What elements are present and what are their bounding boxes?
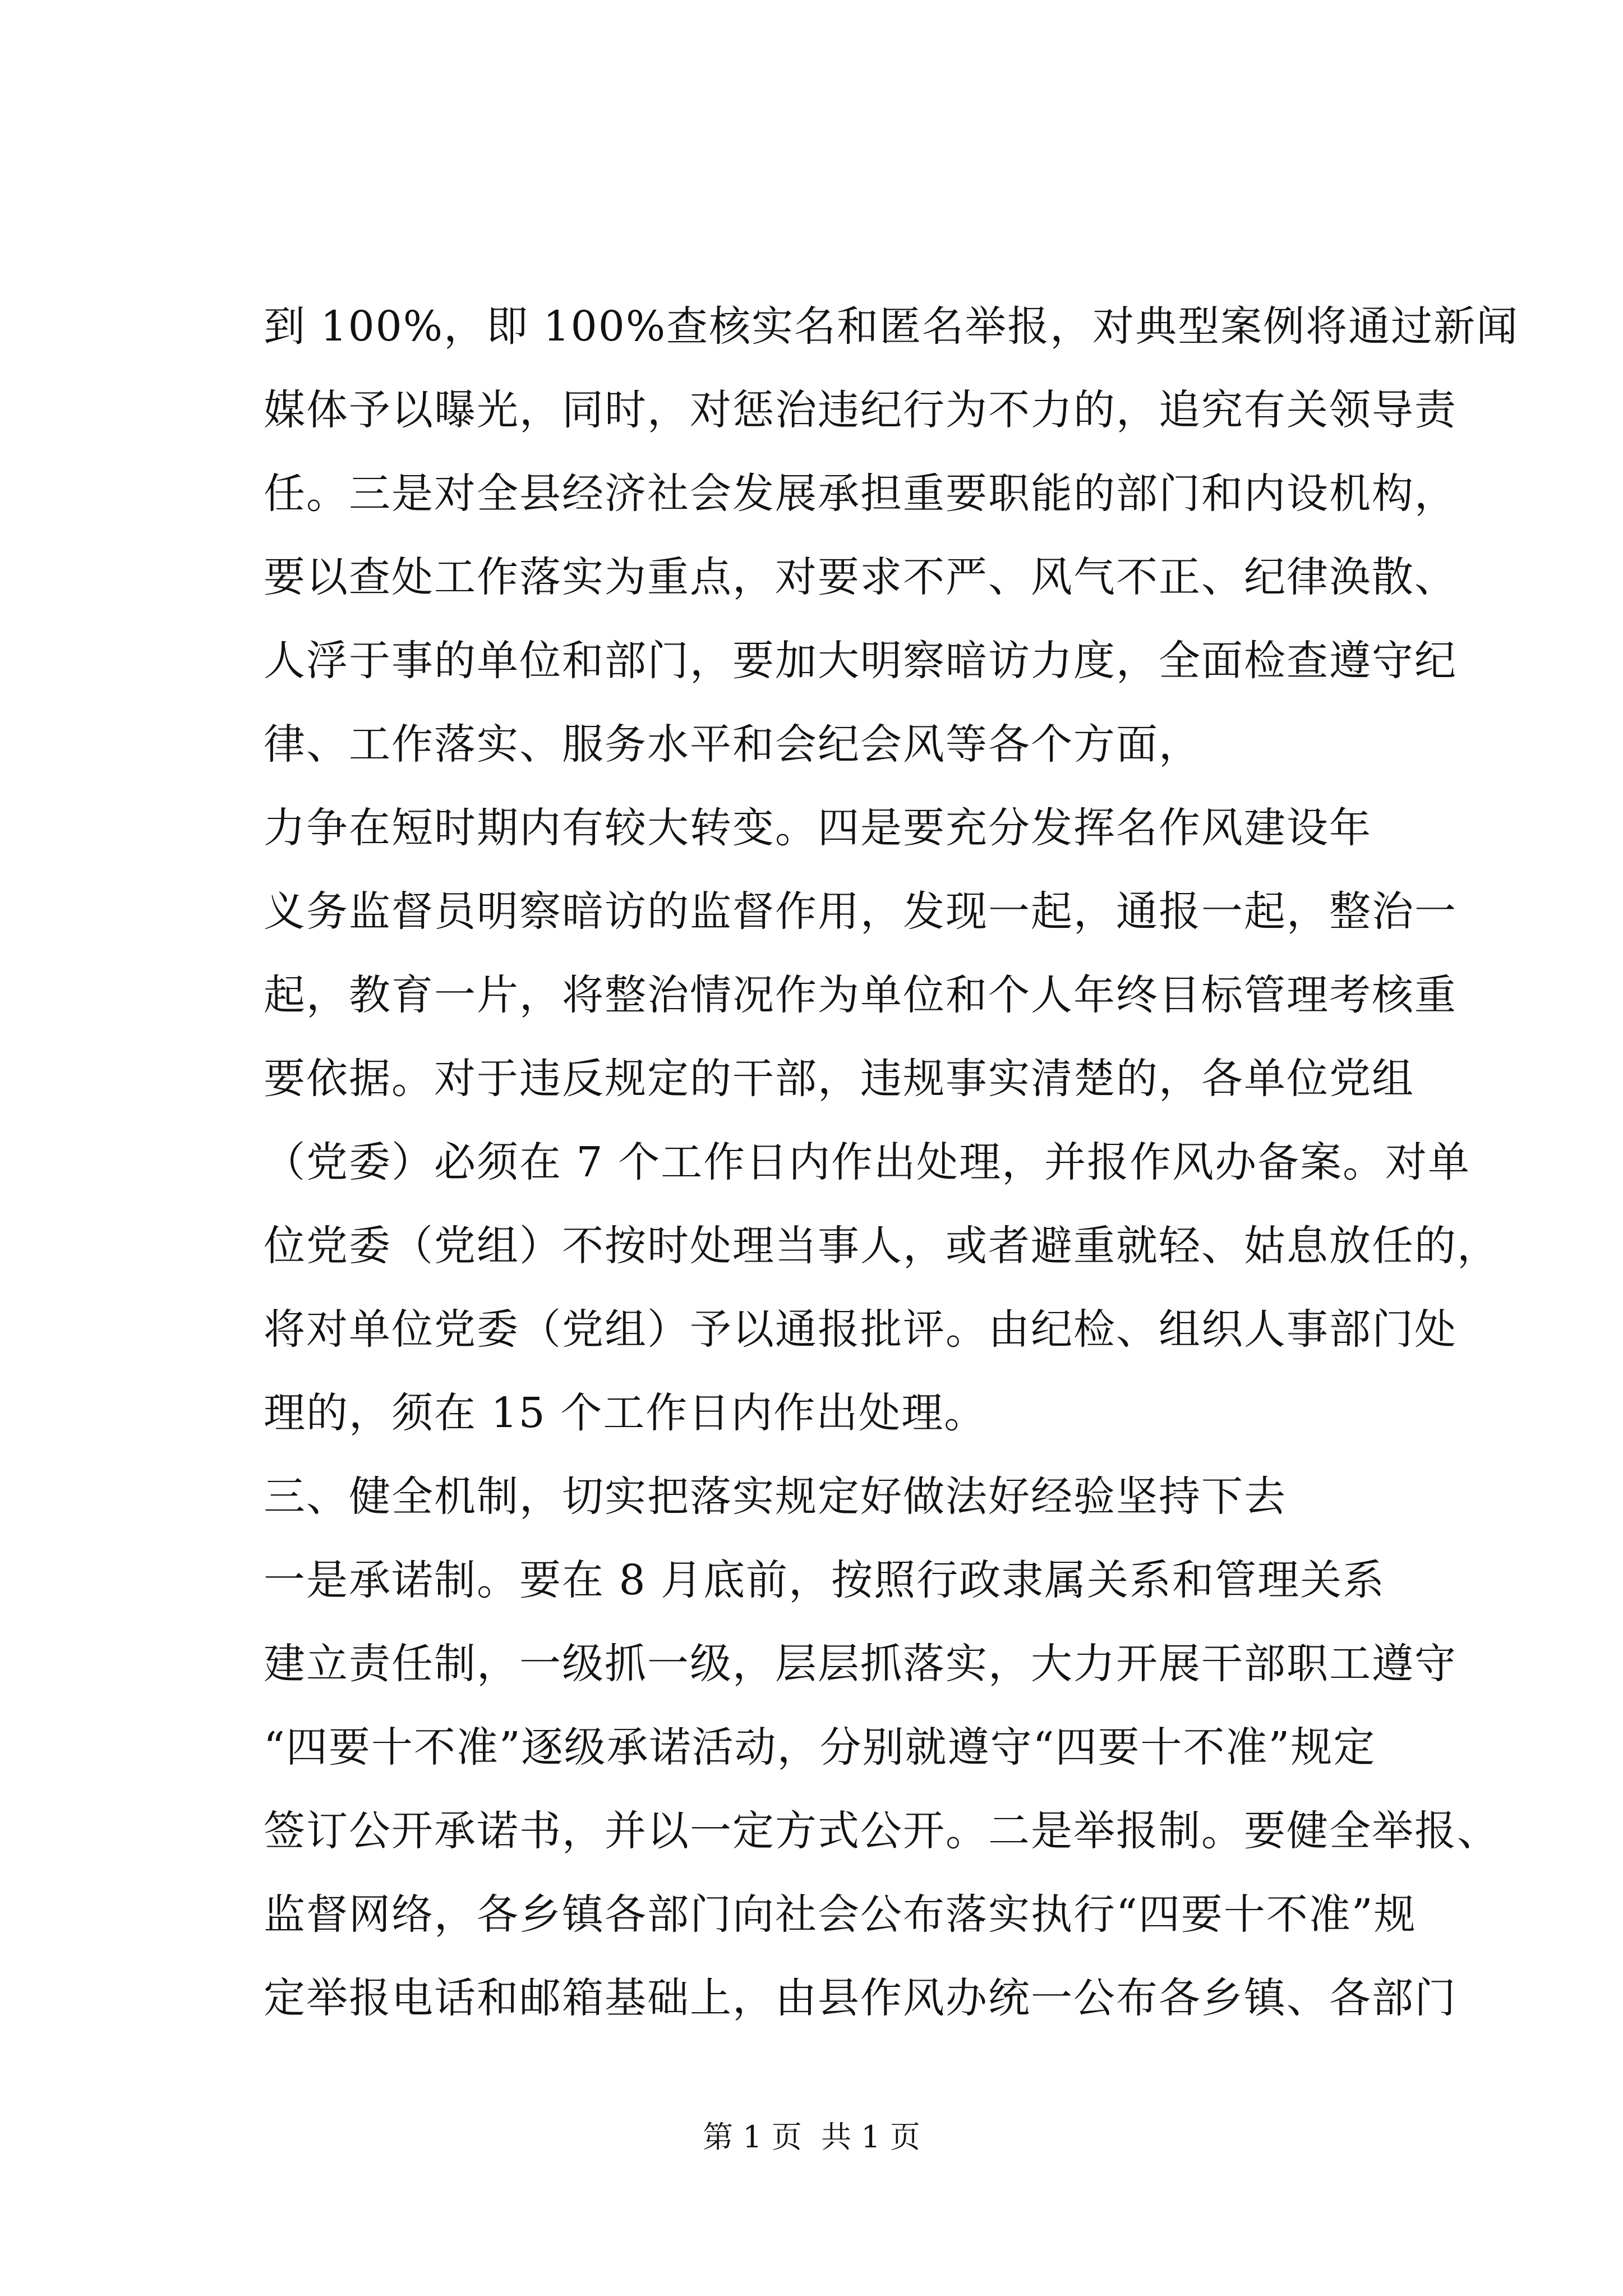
- text-line: 起，教育一片，将整治情况作为单位和个人年终目标管理考核重: [264, 971, 1457, 1019]
- text-line: 要以查处工作落实为重点，对要求不严、风气不正、纪律涣散、: [264, 553, 1457, 601]
- text-line: 到 100%，即 100%查核实名和匿名举报，对典型案例将通过新闻: [264, 302, 1519, 351]
- text-line: 力争在短时期内有较大转变。四是要充分发挥名作风建设年: [264, 804, 1372, 852]
- text-line: 签订公开承诺书，并以一定方式公开。二是举报制。要健全举报、: [264, 1807, 1500, 1855]
- text-line: 媒体予以曝光，同时，对惩治违纪行为不力的，追究有关领导责: [264, 386, 1457, 434]
- text-line: 将对单位党委（党组）予以通报批评。由纪检、组织人事部门处: [264, 1305, 1457, 1354]
- text-line: 定举报电话和邮箱基础上，由县作风办统一公布各乡镇、各部门: [264, 1974, 1457, 2022]
- text-line: 任。三是对全县经济社会发展承担重要职能的部门和内设机构，: [264, 470, 1457, 518]
- text-line: 一是承诺制。要在 8 月底前，按照行政隶属关系和管理关系: [264, 1556, 1386, 1604]
- section-heading: 三、健全机制，切实把落实规定好做法好经验坚持下去: [264, 1473, 1287, 1521]
- page-number-footer: 第 1 页 共 1 页: [703, 2119, 920, 2155]
- text-line: 律、工作落实、服务水平和会纪会风等各个方面，: [264, 720, 1201, 769]
- text-line: 人浮于事的单位和部门，要加大明察暗访力度，全面检查遵守纪: [264, 637, 1457, 685]
- text-line: 要依据。对于违反规定的干部，违规事实清楚的，各单位党组: [264, 1055, 1414, 1103]
- text-line: 义务监督员明察暗访的监督作用，发现一起，通报一起，整治一: [264, 887, 1457, 936]
- text-line: 理的，须在 15 个工作日内作出处理。: [264, 1389, 987, 1437]
- text-line: “四要十不准”逐级承诺活动，分别就遵守“四要十不准”规定: [264, 1723, 1376, 1772]
- text-line: 位党委（党组）不按时处理当事人，或者避重就轻、姑息放任的，: [264, 1222, 1500, 1270]
- text-line: （党委）必须在 7 个工作日内作出处理，并报作风办备案。对单: [264, 1138, 1471, 1186]
- text-line: 监督网络，各乡镇各部门向社会公布落实执行“四要十不准”规: [264, 1890, 1417, 1939]
- text-line: 建立责任制，一级抓一级，层层抓落实，大力开展干部职工遵守: [264, 1640, 1457, 1688]
